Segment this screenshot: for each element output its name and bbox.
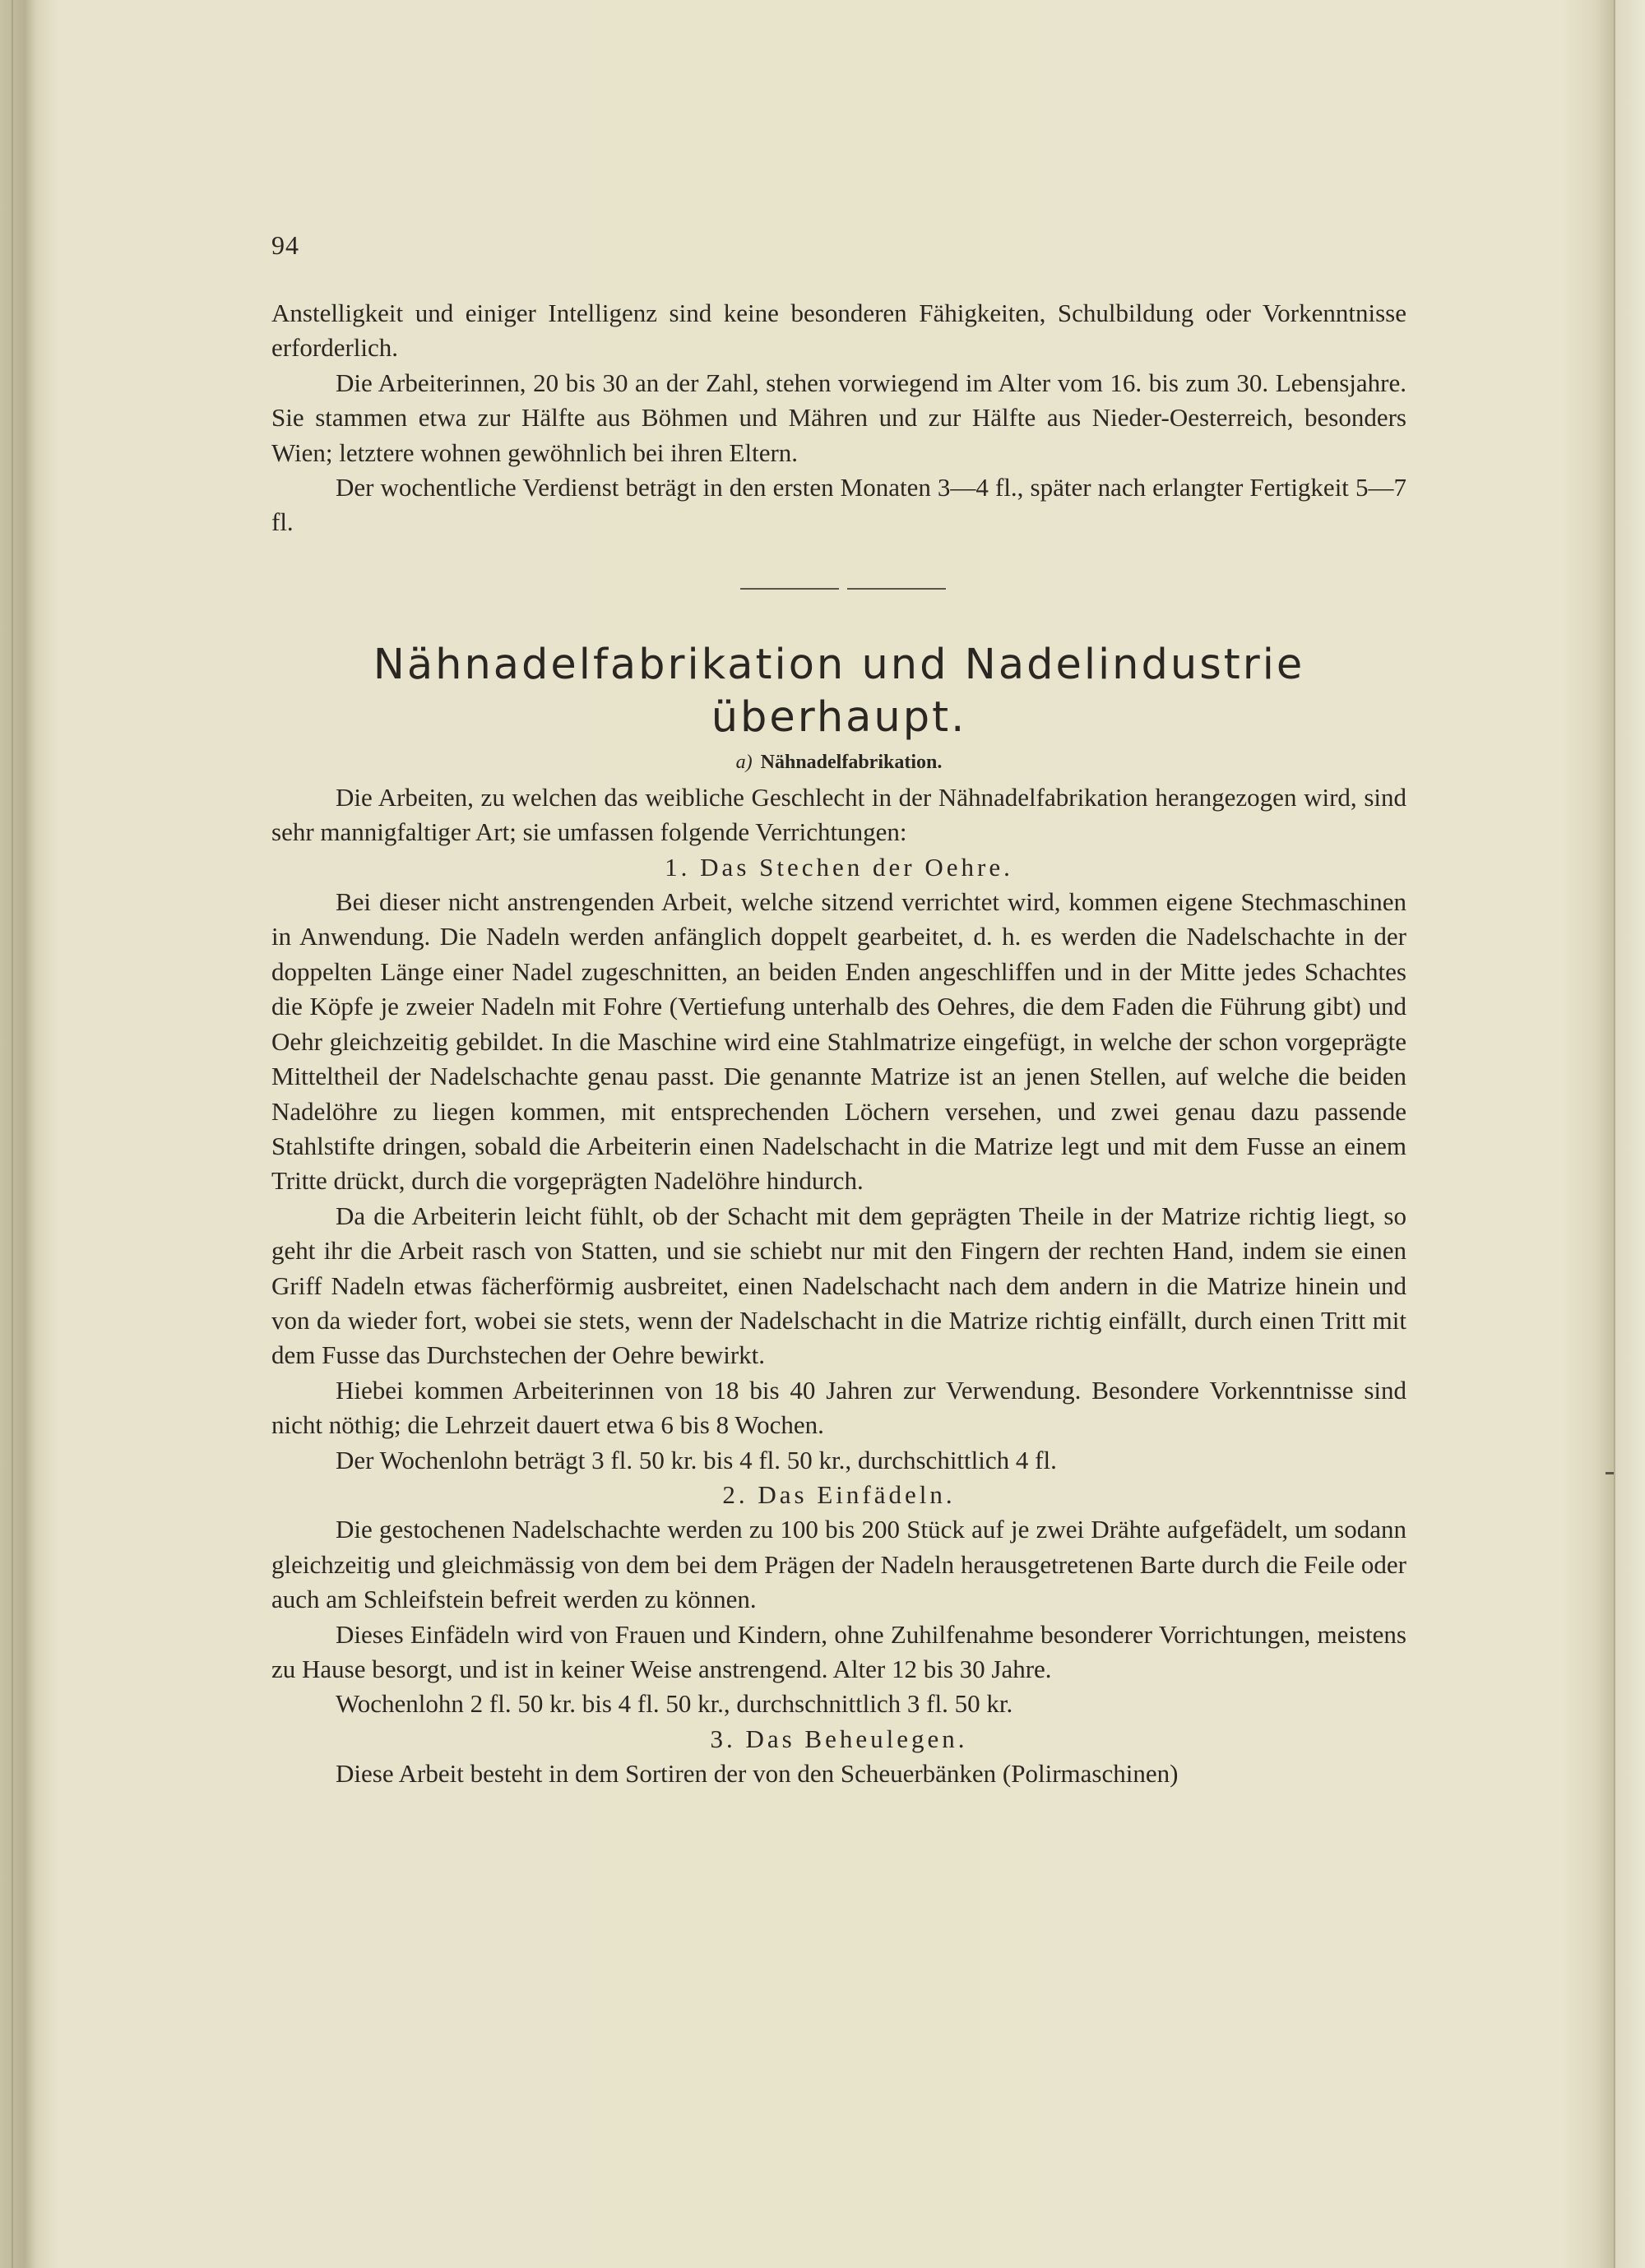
page-edge — [1614, 0, 1615, 2268]
chapter-heading: Nähnadelfabrikation und Nadelindustrie überhaupt. — [373, 640, 1305, 742]
paragraph: Der wochentliche Verdienst beträgt in den ersten Monaten 3—4 fl., später nach erlangter Fertigkeit 5—7 fl. — [271, 473, 1406, 537]
divider-rule — [847, 588, 946, 590]
paragraph: Der Wochenlohn beträgt 3 fl. 50 kr. bis 4 fl. 50 kr., durchschittlich 4 fl. — [336, 1445, 1057, 1474]
book-page — [271, 214, 1406, 2237]
section-divider — [271, 540, 1406, 639]
paragraph: Die gestochenen Nadelschachte werden zu 100 bis 200 Stück auf je zwei Drähte aufgefädelt, um sodann gleichzeitig und gleichmässig von dem bei dem Prägen der Nadeln herausgetretenen Barte durch die Feile oder auch am Schleifstein befreit werden zu können. — [271, 1515, 1406, 1614]
section-title: 3. Das Beheulegen. — [710, 1724, 968, 1753]
paragraph: Die Arbeiterinnen, 20 bis 30 an der Zahl, stehen vorwiegend im Alter vom 16. bis zum 30. Lebensjahre. Sie stammen etwa zur Hälfte aus Böhmen und Mähren und zur Hälfte aus Nieder-Oesterreich, besonders Wien; letztere wohnen gewöhnlich bei ihren Eltern. — [271, 368, 1406, 467]
divider-rule — [740, 588, 839, 590]
paragraph: Hiebei kommen Arbeiterinnen von 18 bis 40 Jahren zur Verwendung. Besondere Vorkenntnisse sind nicht nöthig; die Lehrzeit dauert etwa 6 bis 8 Wochen. — [271, 1375, 1406, 1440]
paragraph: Anstelligkeit und einiger Intelligenz sind keine besonderen Fähigkeiten, Schulbildung oder Vorkenntnisse erforderlich. — [271, 299, 1406, 363]
paragraph: Wochenlohn 2 fl. 50 kr. bis 4 fl. 50 kr., durchschnittlich 3 fl. 50 kr. — [336, 1689, 1013, 1719]
paragraph: Da die Arbeiterin leicht fühlt, ob der Schacht mit dem geprägten Theile in der Matrize richtig liegt, so geht ihr die Arbeit rasch von Statten, und sie schiebt nur mit den Fingern der rechten Hand, indem sie einen Griff Nadeln etwas fächerförmig ausbreitet, einen Nadelschacht nach dem andern in die Matrize hinein und von da wieder fort, wobei sie stets, wenn der Nadelschacht in die Matrize richtig einfällt, durch einen Tritt mit dem Fusse das Durchstechen der Oehre bewirkt. — [271, 1201, 1406, 1370]
paragraph: Die Arbeiten, zu welchen das weibliche Geschlecht in der Nähnadelfabrikation herangezogen wird, sind sehr mannigfaltiger Art; sie umfassen folgende Verrichtungen: — [271, 782, 1406, 847]
page-body — [271, 296, 1406, 1792]
paragraph: Diese Arbeit besteht in dem Sortiren der von den Scheuerbänken (Polirmaschinen) — [336, 1759, 1179, 1789]
subheading-text: Nähnadelfabrikation. — [760, 751, 943, 773]
page-number: 94 — [271, 230, 299, 260]
subheading-letter: a) — [735, 751, 753, 773]
section-title: 2. Das Einfädeln. — [722, 1479, 956, 1509]
section-title: 1. Das Stechen der Oehre. — [665, 852, 1013, 882]
paragraph: Dieses Einfädeln wird von Frauen und Kindern, ohne Zuhilfenahme besonderer Vorrichtungen, meistens zu Hause besorgt, und ist in keiner Weise anstrengend. Alter 12 bis 30 Jahre. — [271, 1619, 1406, 1683]
spine-edge — [12, 0, 13, 2268]
edge-mark — [1606, 1472, 1614, 1474]
paragraph: Bei dieser nicht anstrengenden Arbeit, welche sitzend verrichtet wird, kommen eigene Stechmaschinen in Anwendung. Die Nadeln werden anfänglich doppelt gearbeitet, d. h. es werden die Nadelschachte in der doppelten Länge einer Nadel zugeschnitten, an beiden Enden angeschliffen und in der Mitte jedes Schachtes die Köpfe je zweier Nadeln mit Fohre (Vertiefung unterhalb des Oehres, die dem Faden die Führung gibt) und Oehr gleichzeitig gebildet. In die Maschine wird eine Stahlmatrize eingefügt, in welche der schon vorgeprägte Mitteltheil der Nadelschachte genau passt. Die genannte Matrize ist an jenen Stellen, auf welche die beiden Nadelöhre zu liegen kommen, mit entsprechenden Löchern versehen, und zwei genau dazu passende Stahlstifte dringen, sobald die Arbeiterin einen Nadelschacht in die Matrize legt und mit dem Fusse an einem Tritte drückt, durch die vorgeprägten Nadelöhre hindurch. — [271, 887, 1406, 1196]
subheading — [271, 744, 1406, 780]
